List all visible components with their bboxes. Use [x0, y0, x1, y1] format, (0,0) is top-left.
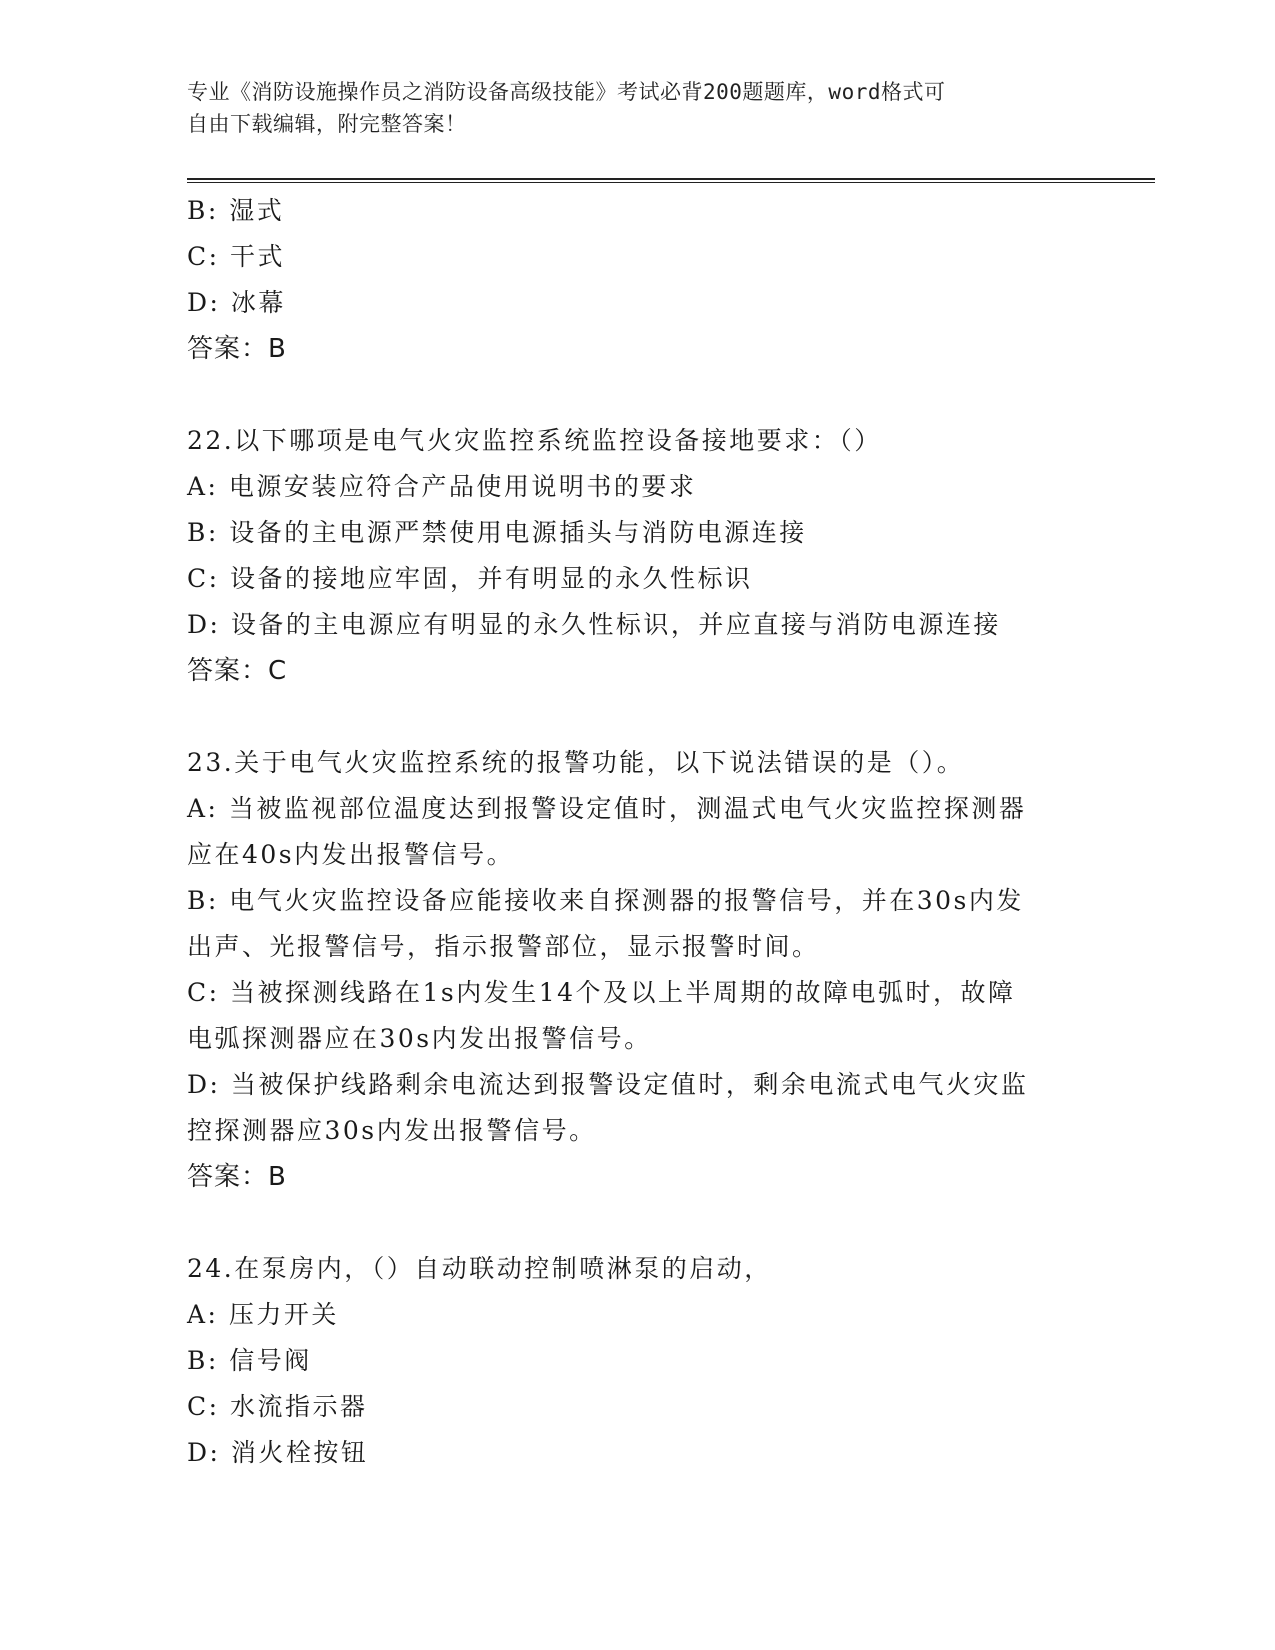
answer-label: 答案：C [187, 656, 288, 686]
option-b: B: 信号阀 [187, 1346, 312, 1375]
document-header [187, 76, 1067, 140]
option-d: D: 设备的主电源应有明显的永久性标识，并应直接与消防电源连接 [187, 610, 1001, 639]
option-c: C: 干式 [187, 242, 285, 271]
option-d: D: 消火栓按钮 [187, 1438, 369, 1467]
question-stem: 23.关于电气火灾监控系统的报警功能，以下说法错误的是（）。 [187, 748, 965, 777]
option-b-line-2: 出声、光报警信号，指示报警部位，显示报警时间。 [187, 932, 820, 961]
answer-label: 答案：B [187, 1162, 287, 1192]
question-23 [187, 740, 1087, 1200]
header-line-1: 专业《消防设施操作员之消防设备高级技能》考试必背200题题库，word格式可 [187, 80, 946, 104]
question-24 [187, 1246, 1087, 1476]
question-22 [187, 418, 1087, 694]
option-c-line-2: 电弧探测器应在30s内发出报警信号。 [187, 1024, 652, 1053]
question-list [187, 188, 1087, 1476]
option-d-line-2: 控探测器应30s内发出报警信号。 [187, 1116, 597, 1145]
option-d: D: 冰幕 [187, 288, 286, 317]
question-stem: 24.在泵房内，（）自动联动控制喷淋泵的启动， [187, 1254, 772, 1283]
option-b: B: 设备的主电源严禁使用电源插头与消防电源连接 [187, 518, 807, 547]
option-b: B: 湿式 [187, 196, 285, 225]
option-a: A: 电源安装应符合产品使用说明书的要求 [187, 472, 697, 501]
option-d-line-1: D: 当被保护线路剩余电流达到报警设定值时，剩余电流式电气火灾监 [187, 1070, 1029, 1099]
spacer [187, 1200, 1087, 1246]
option-a-line-2: 应在40s内发出报警信号。 [187, 840, 515, 869]
answer-label: 答案：B [187, 334, 287, 364]
spacer [187, 372, 1087, 418]
spacer [187, 694, 1087, 740]
header-divider [187, 178, 1155, 183]
option-c-line-1: C: 当被探测线路在1s内发生14个及以上半周期的故障电弧时，故障 [187, 978, 1016, 1007]
question-stem: 22.以下哪项是电气火灾监控系统监控设备接地要求：（） [187, 426, 882, 455]
option-c: C: 设备的接地应牢固，并有明显的永久性标识 [187, 564, 753, 593]
option-b-line-1: B: 电气火灾监控设备应能接收来自探测器的报警信号，并在30s内发 [187, 886, 1024, 915]
option-c: C: 水流指示器 [187, 1392, 368, 1421]
option-a-line-1: A: 当被监视部位温度达到报警设定值时，测温式电气火灾监控探测器 [187, 794, 1027, 823]
option-a: A: 压力开关 [187, 1300, 339, 1329]
question-21-continued [187, 188, 1087, 372]
header-line-2: 自由下载编辑，附完整答案！ [187, 112, 467, 136]
